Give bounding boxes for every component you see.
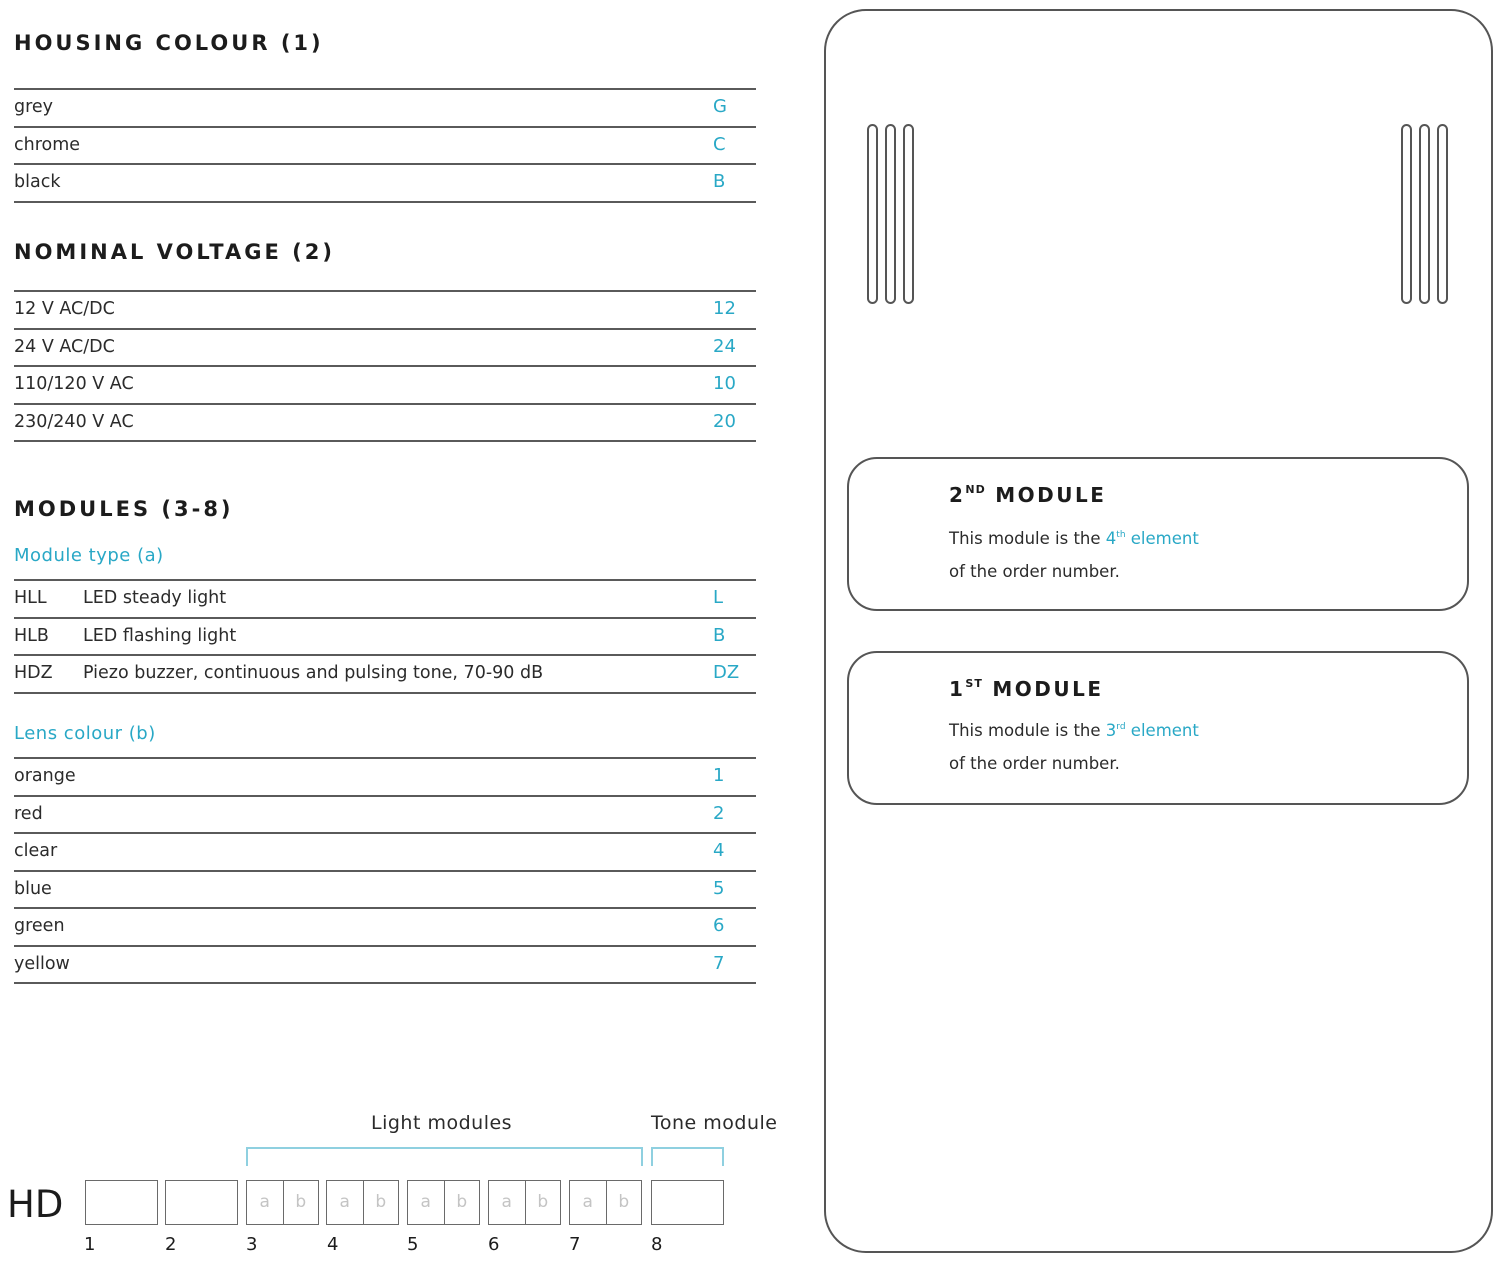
order-slot-1 <box>85 1180 158 1225</box>
vent-slot <box>1437 124 1448 304</box>
light-modules-label: Light modules <box>371 1112 513 1134</box>
element-number-suffix: th <box>1116 530 1126 540</box>
module-type-description: LED flashing light <box>83 625 237 646</box>
vent-slot <box>903 124 914 304</box>
order-slot-8 <box>651 1180 724 1225</box>
slot-b-label: b <box>525 1181 561 1224</box>
row-code: L <box>713 587 724 608</box>
device-outline <box>824 9 1493 1253</box>
module-title <box>949 677 1103 701</box>
modules-heading: MODULES (3-8) <box>14 497 234 521</box>
light-modules-bracket <box>246 1147 643 1166</box>
position-number: 1 <box>84 1234 96 1255</box>
element-word: element <box>1125 529 1199 548</box>
element-number: 4 <box>1105 529 1117 548</box>
row-code: 7 <box>713 952 725 974</box>
row-code: 2 <box>713 802 725 824</box>
module-type-description: LED steady light <box>83 588 227 608</box>
row-label: 12 V AC/DC <box>14 299 115 319</box>
module-ordinal: 2 <box>949 483 966 507</box>
row-code: 4 <box>713 840 725 861</box>
tone-module-bracket <box>651 1147 724 1166</box>
second-module-card <box>847 457 1469 611</box>
slot-b-label: b <box>363 1181 399 1224</box>
row-label: chrome <box>14 134 81 155</box>
row-code: C <box>713 133 726 155</box>
order-slot-7 <box>569 1180 642 1225</box>
slot-a-label: a <box>420 1192 431 1212</box>
tone-module-label: Tone module <box>651 1112 778 1134</box>
row-code: 5 <box>713 877 725 899</box>
row-code: B <box>713 171 726 192</box>
slot-b-label: b <box>606 1181 642 1224</box>
row-code: B <box>713 624 726 646</box>
element-number-suffix: rd <box>1116 722 1126 732</box>
row-code: G <box>713 96 727 117</box>
module-ordinal-suffix: ST <box>965 677 983 690</box>
position-number: 6 <box>488 1234 500 1255</box>
vent-slot <box>885 124 896 304</box>
module-title-text: MODULE <box>992 677 1104 701</box>
row-label: 24 V AC/DC <box>14 336 115 357</box>
position-number: 8 <box>651 1234 663 1255</box>
row-label: green <box>14 916 65 936</box>
order-slot-2 <box>165 1180 238 1225</box>
slot-b-label: b <box>444 1181 480 1224</box>
module-ordinal-suffix: ND <box>965 483 986 496</box>
order-slot-5 <box>407 1180 480 1225</box>
element-word: element <box>1125 721 1199 740</box>
first-module-card <box>847 651 1469 805</box>
position-number: 3 <box>246 1234 258 1255</box>
row-code: 6 <box>713 915 725 936</box>
position-number: 4 <box>327 1234 339 1255</box>
module-title-text: MODULE <box>995 483 1107 507</box>
row-label: 230/240 V AC <box>14 411 134 432</box>
position-number: 5 <box>407 1234 419 1255</box>
row-label: black <box>14 172 61 192</box>
module-type-code: HLB <box>14 625 49 646</box>
module-line-text: This module is the <box>949 721 1106 740</box>
row-label: orange <box>14 766 76 786</box>
module-description <box>949 529 1199 548</box>
row-code: 10 <box>713 373 736 394</box>
module-type-code: HLL <box>14 588 47 608</box>
module-description <box>949 721 1199 740</box>
slot-a-label: a <box>339 1192 350 1212</box>
module-description-line2: of the order number. <box>949 754 1120 773</box>
module-description-line2: of the order number. <box>949 562 1120 581</box>
module-title <box>949 483 1106 507</box>
row-label: yellow <box>14 953 70 974</box>
row-label: 110/120 V AC <box>14 374 134 394</box>
row-label: grey <box>14 97 54 117</box>
order-slot-6 <box>488 1180 561 1225</box>
module-type-subheading: Module type (a) <box>14 545 164 566</box>
element-reference <box>1106 529 1199 548</box>
module-type-code: HDZ <box>14 663 53 683</box>
order-slot-4 <box>326 1180 399 1225</box>
housing-colour-heading: HOUSING COLOUR (1) <box>14 31 324 55</box>
nominal-voltage-heading: NOMINAL VOLTAGE (2) <box>14 240 335 264</box>
lens-colour-subheading: Lens colour (b) <box>14 723 156 744</box>
vent-slot <box>867 124 878 304</box>
vent-slot <box>1401 124 1412 304</box>
order-slot-3 <box>246 1180 319 1225</box>
order-prefix: HD <box>7 1183 64 1226</box>
vent-slot <box>1419 124 1430 304</box>
position-number: 2 <box>165 1234 177 1255</box>
row-label: clear <box>14 841 58 861</box>
position-number: 7 <box>569 1234 581 1255</box>
row-code: 1 <box>713 765 725 786</box>
row-label: blue <box>14 878 52 899</box>
slot-b-label: b <box>283 1181 319 1224</box>
row-code: 24 <box>713 335 736 357</box>
module-type-description: Piezo buzzer, continuous and pulsing tone, 70-90 dB <box>83 663 544 683</box>
row-code: DZ <box>713 662 740 683</box>
row-code: 20 <box>713 410 736 432</box>
slot-a-label: a <box>582 1192 593 1212</box>
slot-a-label: a <box>259 1192 270 1212</box>
row-code: 12 <box>713 298 736 319</box>
module-ordinal: 1 <box>949 677 966 701</box>
element-number: 3 <box>1105 721 1117 740</box>
row-label: red <box>14 803 43 824</box>
module-line-text: This module is the <box>949 529 1106 548</box>
element-reference <box>1106 721 1199 740</box>
slot-a-label: a <box>501 1192 512 1212</box>
